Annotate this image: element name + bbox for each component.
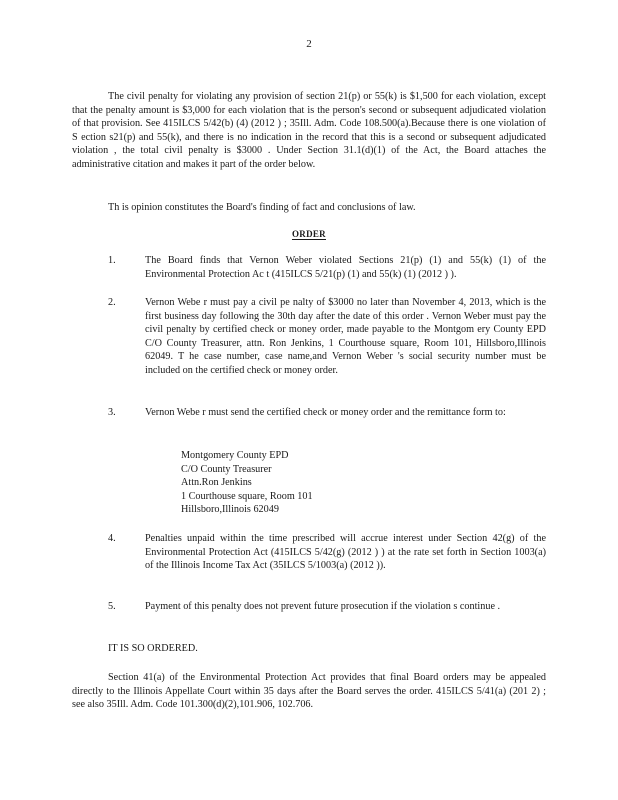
penalty-paragraph: The civil penalty for violating any provision of section 21(p) or 55(k) is $1,500 for each violation, except that the penalty amount is $3,000 for each violation that is the person's second or subsequent adjudicated violation of that provision. See 415ILCS 5/42(b) (4) (2012 ) ; 35Ill. Adm. Code 108.500(a).Because there is one violation of S ection s21(p) and 55(k), and there is no indication in the record that this is a second or subsequent adjudicated violation , the total civil penalty is $3000 . Under Section 31.1(d)(1) of the Act, the Board attaches the administrative citation and makes it part of the order below. — [72, 91, 546, 170]
item-text: Penalties unpaid within the time prescribed will accrue interest under Section 42(g) of the Environmental Protection Act (415ILCS 5/42(g) (2012 ) ) at the rate set forth in Section 1003(a) of the Illinois Income Tax Act (35ILCS 5/1003(a) (2012 )). — [145, 533, 546, 572]
address-line: C/O County Treasurer — [181, 463, 272, 475]
item-text: Vernon Webe r must pay a civil pe nalty of $3000 no later than November 4, 2013, which is the first business day following the 30th day after the date of this order . Vernon Weber must pay the civil penalty by certified check or money order, made payable to the Montgom ery County EPD C/O County Treasurer, attn. Ron Jenkins, 1 Courthouse square, Room 101, Hillsboro,Illinois 62049. T he case number, case name,and Vernon Weber 's social security number must be included on the certified check or money order. — [145, 297, 546, 376]
so-ordered-line: IT IS SO ORDERED. — [108, 643, 198, 654]
item-text: Vernon Webe r must send the certified check or money order and the remittance form to: — [145, 407, 506, 418]
item-number: 3. — [108, 407, 116, 418]
item-number: 4. — [108, 533, 116, 544]
address-line: Hillsboro,Illinois 62049 — [181, 504, 279, 516]
address-line: Montgomery County EPD — [181, 450, 289, 461]
page-number: 2 — [306, 38, 312, 50]
findings-paragraph: Th is opinion constitutes the Board's finding of fact and conclusions of law. — [108, 202, 416, 213]
item-number: 1. — [108, 255, 116, 266]
item-number: 2. — [108, 297, 116, 308]
address-line: Attn.Ron Jenkins — [181, 477, 252, 489]
remittance-address — [181, 449, 313, 517]
item-text: The Board finds that Vernon Weber violated Sections 21(p) (1) and 55(k) (1) of the Environmental Protection Ac t (415ILCS 5/21(p) (1) and 55(k) (1) (2012 ) ). — [145, 255, 546, 280]
order-heading: ORDER — [291, 229, 326, 239]
appeal-paragraph: Section 41(a) of the Environmental Protection Act provides that final Board orders may be appealed directly to the Illinois Appellate Court within 35 days after the Board serves the order. 415ILCS 5/41(a) (201 2) ; see also 35Ill. Adm. Code 101.300(d)(2),101.906, 102.706. — [72, 672, 546, 711]
address-line: 1 Courthouse square, Room 101 — [181, 490, 313, 502]
item-number: 5. — [108, 601, 116, 612]
item-text: Payment of this penalty does not prevent future prosecution if the violation s continue . — [145, 601, 501, 612]
